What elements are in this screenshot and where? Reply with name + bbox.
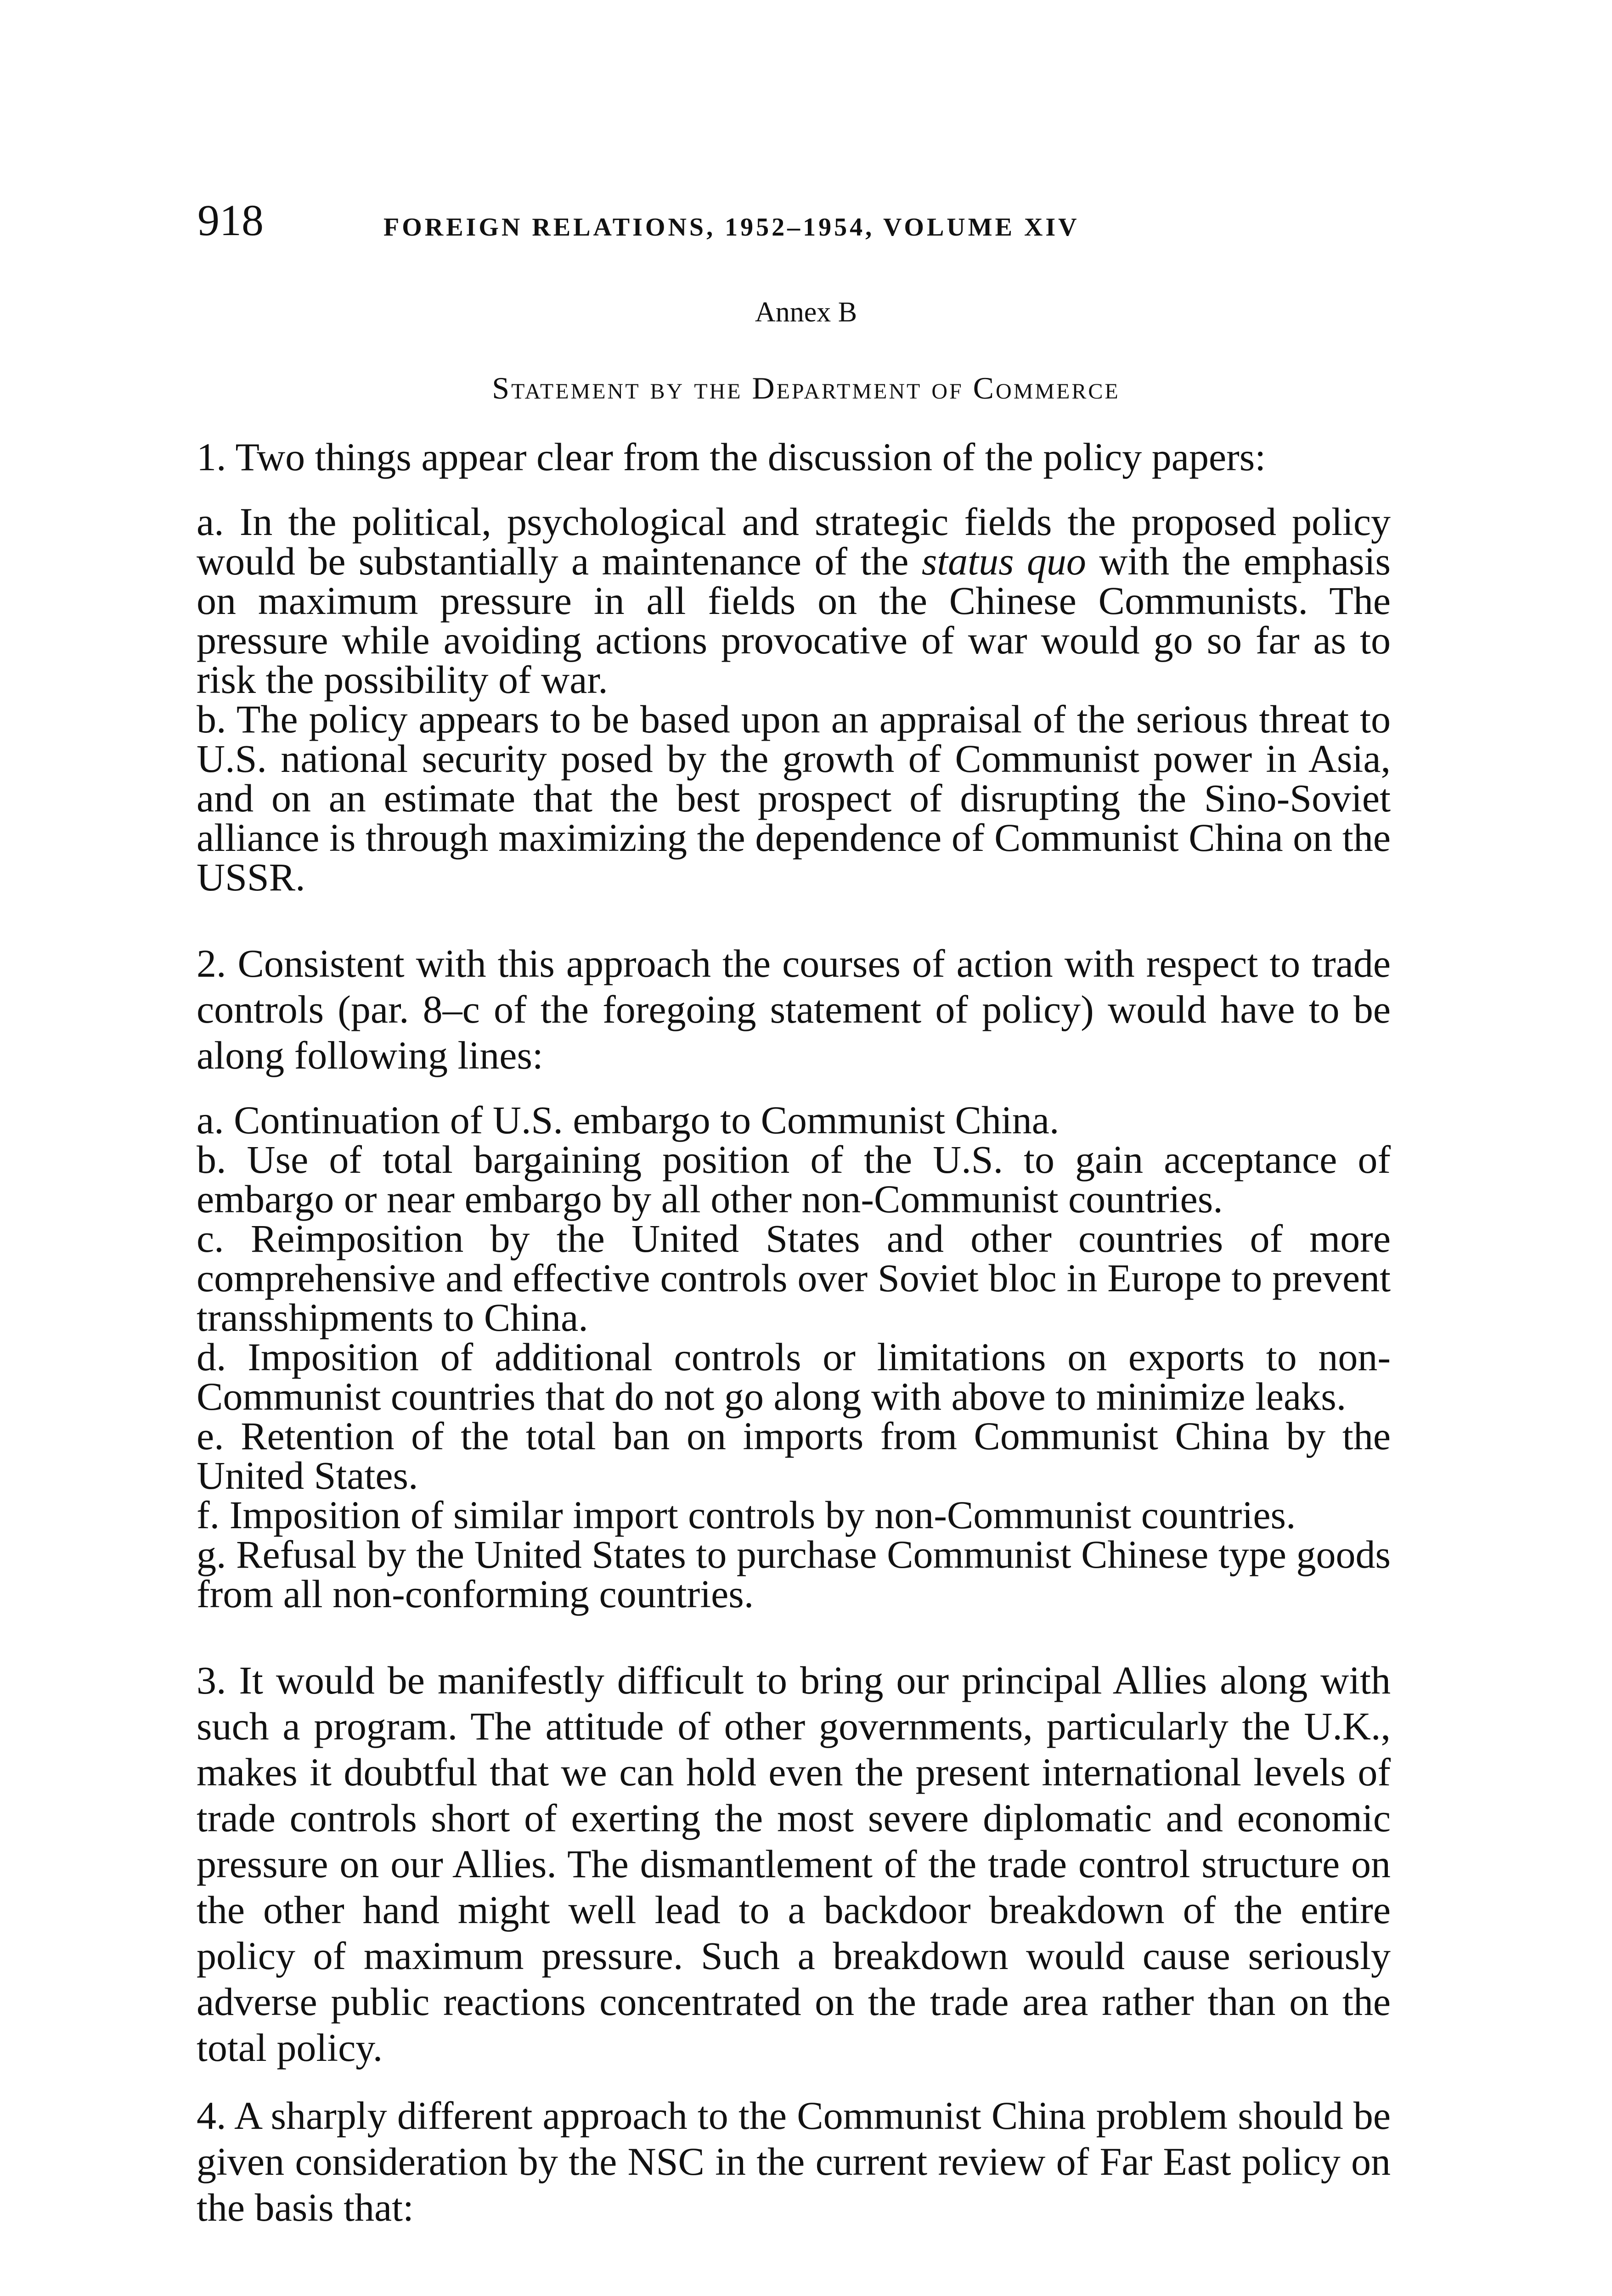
paragraph-1a-start: a. In the political, psychological and strategic fields the proposed policy would be substantially a maintenance of the <box>197 500 1391 583</box>
list-item: g. Refusal by the United States to purchase Communist Chinese type goods from all non-conforming countries. <box>197 1532 1391 1616</box>
list-item: f. Imposition of similar import controls by non-Communist countries. <box>197 1493 1296 1537</box>
page-number: 918 <box>197 196 264 245</box>
volume-title: FOREIGN RELATIONS, 1952–1954, VOLUME XIV <box>383 213 1080 242</box>
trade-controls-list <box>197 1100 1391 1614</box>
paragraph-4: 4. A sharply different approach to the Communist China problem should be given consideration by the NSC in the current review of Far East policy on the basis that: <box>197 2093 1391 2229</box>
annex-label: Annex B <box>755 297 857 328</box>
running-head <box>197 197 1437 253</box>
body-text <box>197 434 1391 2230</box>
list-item: d. Imposition of additional controls or limitations on exports to non-Communist countries that do not go along with above to minimize leaks. <box>197 1335 1391 1418</box>
paragraph-2: 2. Consistent with this approach the courses of action with respect to trade controls (par. 8–c of the foregoing statement of policy) would have to be along following lines: <box>197 941 1391 1077</box>
paragraph-1a <box>197 500 1391 702</box>
status-quo-emphasis: status quo <box>921 539 1086 583</box>
paragraph-1: 1. Two things appear clear from the discussion of the policy papers: <box>197 435 1266 479</box>
list-item: e. Retention of the total ban on imports from Communist China by the United States. <box>197 1414 1391 1497</box>
list-item: b. Use of total bargaining position of the U.S. to gain acceptance of embargo or near embargo by all other non-Communist countries. <box>197 1137 1391 1221</box>
paragraph-3: 3. It would be manifestly difficult to bring our principal Allies along with such a program. The attitude of other governments, particularly the U.K., makes it doubtful that we can hold even the present international levels of trade controls short of exerting the most severe diplomatic and economic pressure on our Allies. The dismantlement of the trade control structure on the other hand might well lead to a backdoor breakdown of the entire policy of maximum pressure. Such a breakdown would cause seriously adverse public reactions concentrated on the trade area rather than on the total policy. <box>197 1658 1391 2070</box>
paragraph-1b: b. The policy appears to be based upon an appraisal of the serious threat to U.S. national security posed by the growth of Communist power in Asia, and on an estimate that the best prospect of disrupting the Sino-Soviet alliance is through maximizing the dependence of Communist China on the USSR. <box>197 697 1391 899</box>
paragraph-1a-end: with the emphasis on maximum pressure in all fields on the Chinese Communists. The pressure while avoiding actions provocative of war would go so far as to risk the possibility of war. <box>197 539 1391 702</box>
list-item: a. Continuation of U.S. embargo to Communist China. <box>197 1098 1060 1142</box>
list-item: c. Reimposition by the United States and other countries of more comprehensive and effective controls over Soviet bloc in Europe to prevent transshipments to China. <box>197 1216 1391 1339</box>
section-title: Statement by the Department of Commerce <box>492 371 1120 405</box>
